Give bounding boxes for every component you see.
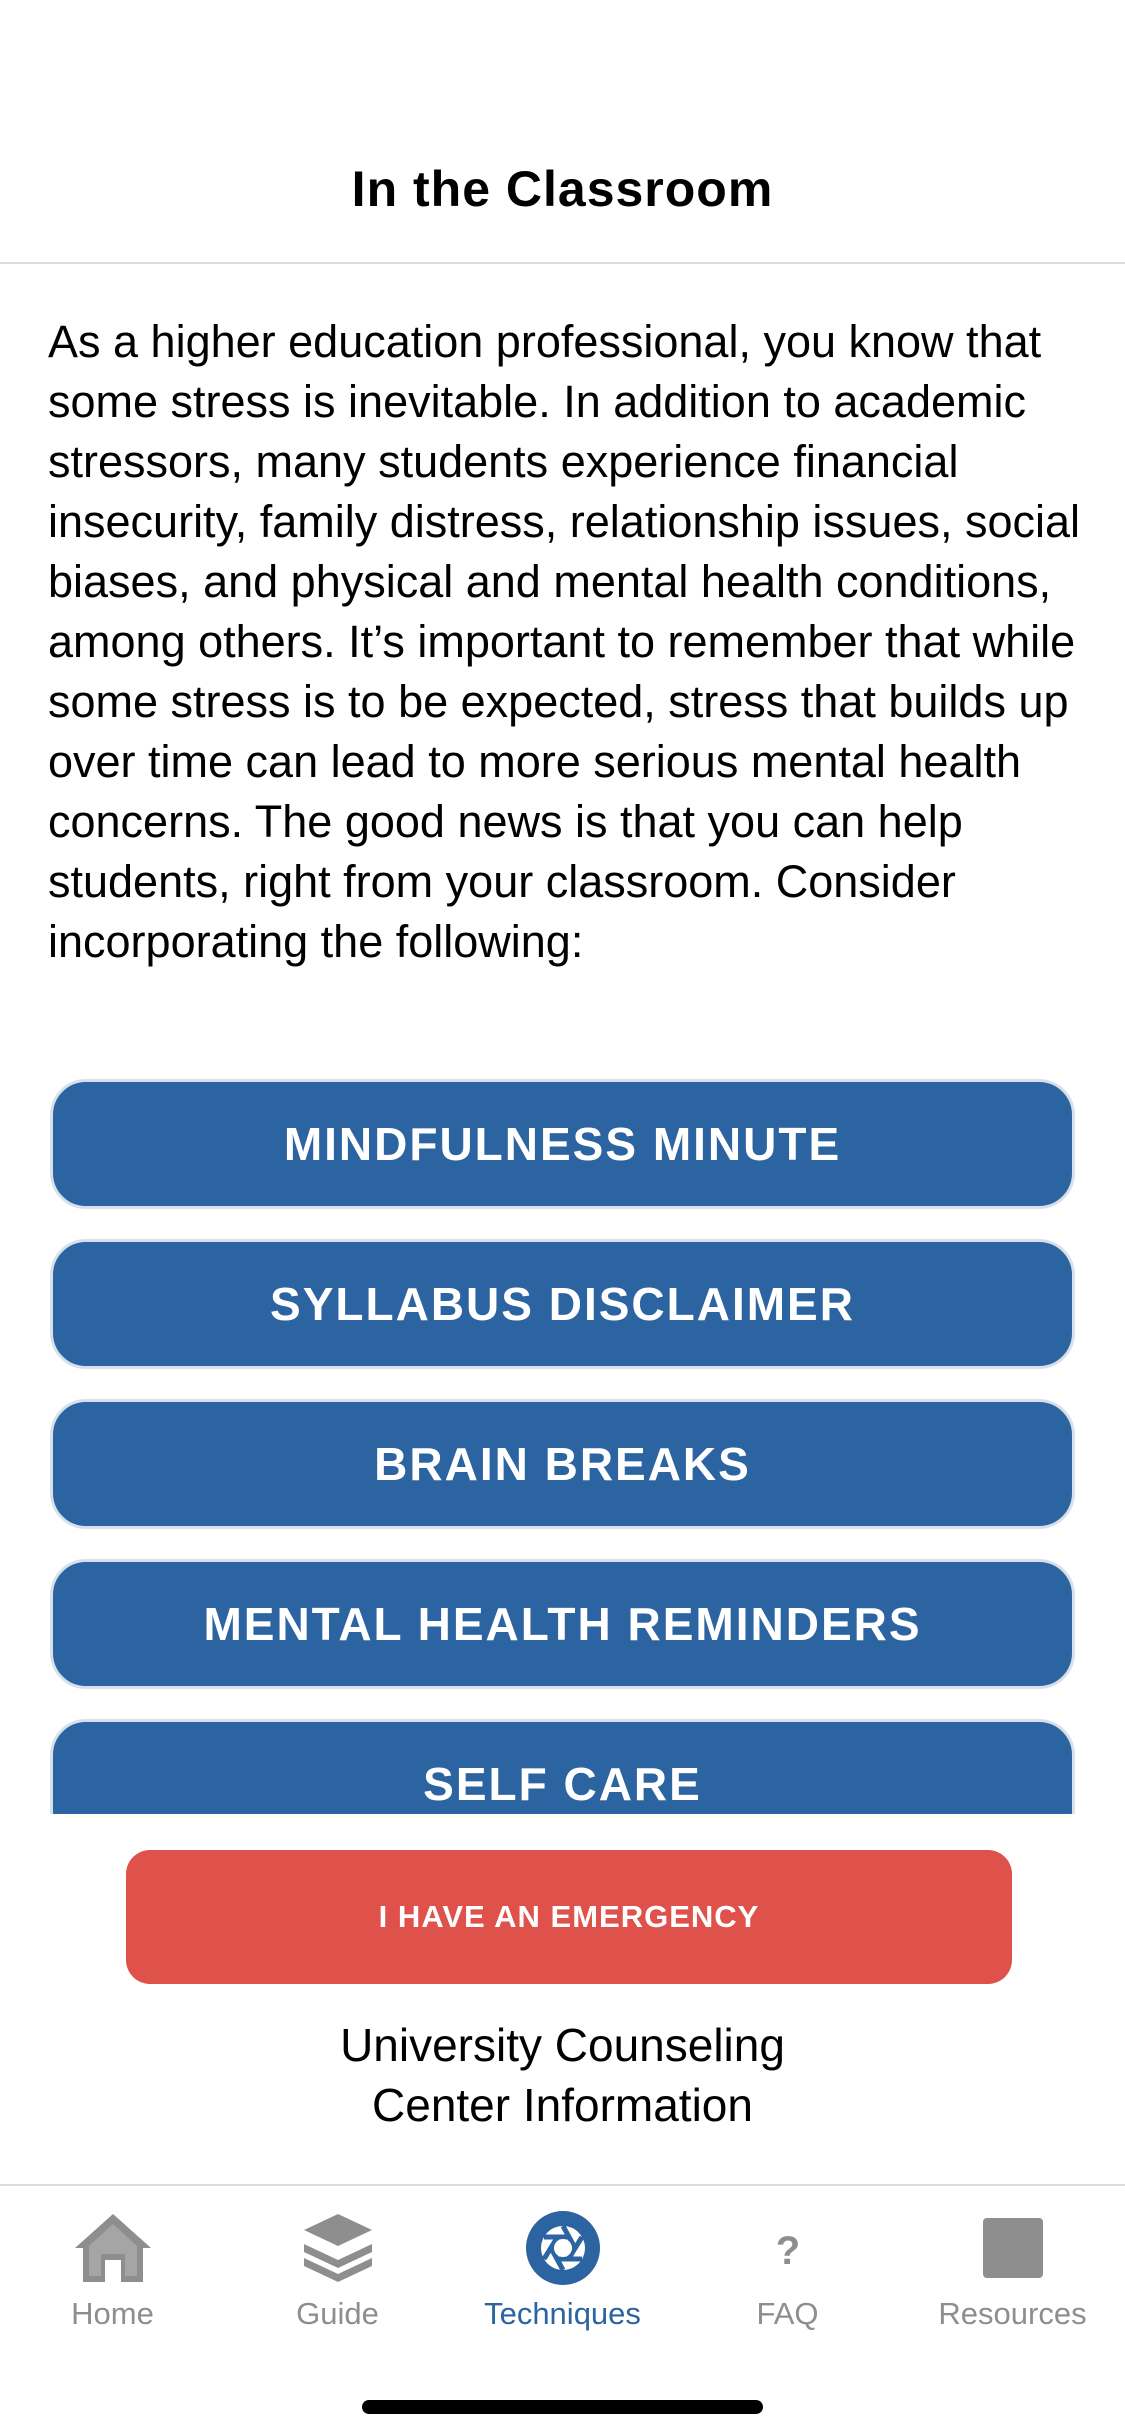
layers-icon [298,2208,378,2288]
tab-home[interactable] [0,2208,225,2338]
scroll-content[interactable] [0,264,1125,1814]
counseling-line-1: University Counseling [340,2019,785,2071]
question-icon [748,2208,828,2288]
tab-resources[interactable] [900,2208,1125,2338]
tab-resources-label: Resources [938,2296,1087,2331]
page-title: In the Classroom [351,161,774,217]
tab-techniques[interactable] [450,2208,675,2338]
brain-breaks-button[interactable]: BRAIN BREAKS [50,1399,1075,1529]
counseling-center-link[interactable] [200,2015,925,2135]
svg-text:?: ? [775,2229,800,2273]
tab-faq[interactable] [675,2208,900,2338]
tab-home-label: Home [71,2296,154,2331]
square-icon [973,2208,1053,2288]
mindfulness-minute-button[interactable]: MINDFULNESS MINUTE [50,1079,1075,1209]
tab-techniques-label: Techniques [484,2296,641,2331]
intro-paragraph: As a higher education professional, you know that some stress is inevitable. In addition to academic stressors, many students experience financial insecurity, family distress, relationship issues, social biases, and physical and mental health conditions, among others. It’s important to remember that while some stress is to be expected, stress that builds up over time can lead to more serious mental health concerns. The good news is that you can help students, right from your classroom. Consider incorporating the following: [48,316,1081,967]
home-indicator[interactable] [362,2400,763,2414]
self-care-button[interactable]: SELF CARE [50,1719,1075,1814]
tab-guide-label: Guide [296,2296,379,2331]
tab-faq-label: FAQ [756,2296,819,2331]
mental-health-reminders-button[interactable]: MENTAL HEALTH REMINDERS [50,1559,1075,1689]
navigation-bar [0,0,1125,264]
home-icon [73,2208,153,2288]
technique-button-list [50,1079,1075,1814]
aperture-icon [523,2208,603,2288]
tab-guide[interactable] [225,2208,450,2338]
emergency-button[interactable]: I HAVE AN EMERGENCY [126,1850,1012,1984]
syllabus-disclaimer-button[interactable]: SYLLABUS DISCLAIMER [50,1239,1075,1369]
tab-bar [0,2184,1125,2436]
counseling-line-2: Center Information [372,2079,753,2131]
